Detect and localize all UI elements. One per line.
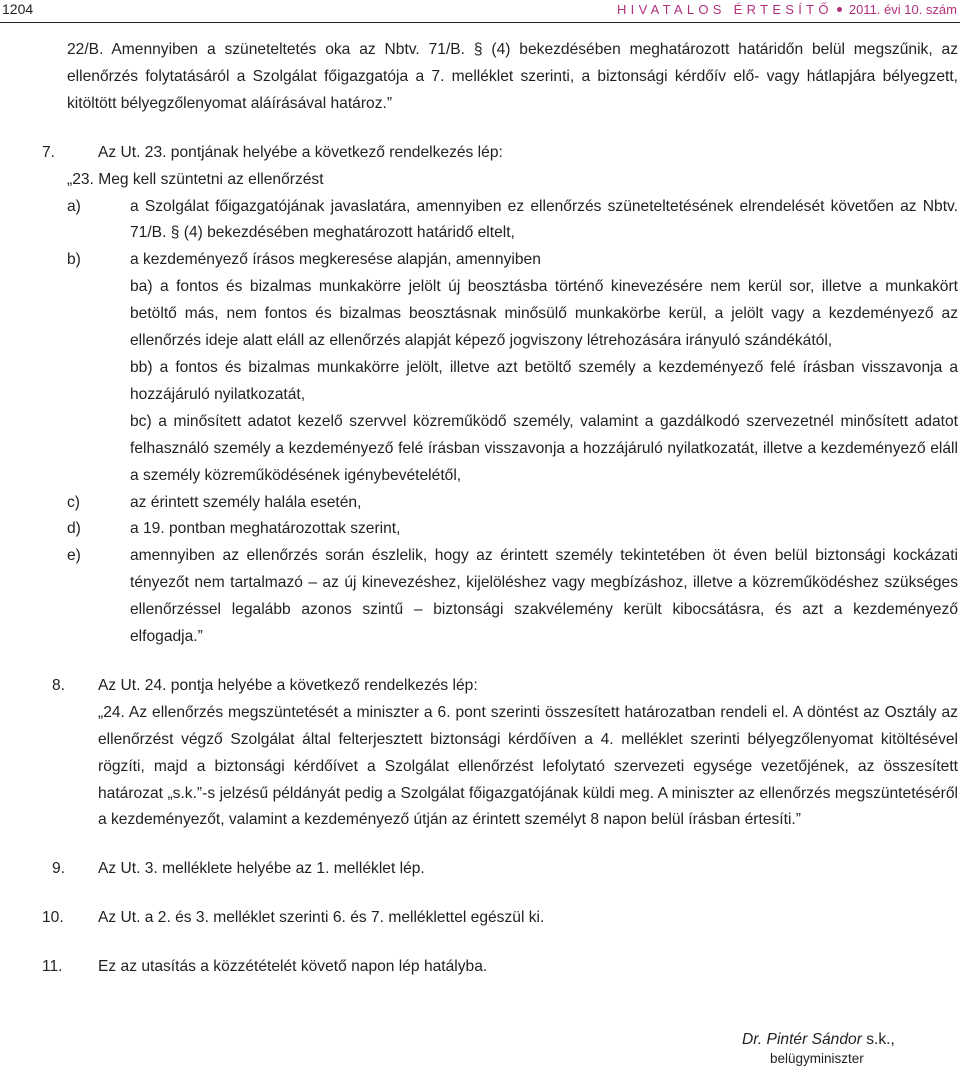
item-label: c) xyxy=(67,493,80,511)
sub-item-bb: bb) a fontos és bizalmas munkakörre jelölt, illetve azt betöltő személy a kezdeményező felé írásban visszavonja a hozzájáruló nyilatkozatát, xyxy=(130,358,958,403)
section-number: 9. xyxy=(52,860,66,878)
signatory-name: Dr. Pintér Sándor xyxy=(742,1031,862,1048)
signature-block xyxy=(742,1031,957,1066)
sub-item-bc: bc) a minősített adatot kezelő szervvel közreműködő személy, valamint a gazdálkodó szervezetnél minősített adatot felhasználó személy a kezdeményező felé írásban visszavonja a hozzájáruló nyilatkozatát, illetve a kezdeményező eláll a személy közreműködésének igénybevételétől, xyxy=(130,412,958,484)
page-header xyxy=(0,0,960,22)
list-item-d xyxy=(67,516,958,543)
paragraph-24: „24. Az ellenőrzés megszüntetését a miniszter a 6. pont szerinti összesített határozatban rendeli el. A döntést az Osztály az ellenőrzést végző Szolgálat által felterjesztett biztonsági kérdőíven a 4. melléklet szerinti bélyegzőlenyomat kitöltésével rögzíti, majd a biztonsági kérdőívet a Szolgálat ellenőrzést lefolytató szervezeti egysége vezetőjének, az összesített határozat „s.k.”-s jelzésű példányát pedig a Szolgálat főigazgatójának küldi meg. A miniszter az ellenőrzés megszüntetéséről a kezdeményezőt, valamint a kezdeményező útján az érintett személyt 8 napon belül írásban értesíti.” xyxy=(98,703,958,829)
spacer xyxy=(67,883,958,905)
paragraph-22b: 22/B. Amennyiben a szüneteltetés oka az Nbtv. 71/B. § (4) bekezdésében meghatározott határidőn belül megszűnik, az ellenőrzés folytatásáról a Szolgálat főigazgatója a 7. melléklet szerinti, a biztonsági kérdőív elő- vagy hátlapjára bélyegzett, kitöltött bélyegzőlenyomat aláírásával határoz.” xyxy=(67,41,958,112)
spacer xyxy=(67,651,958,673)
signature-line xyxy=(742,1031,957,1049)
item-label: d) xyxy=(67,520,81,538)
section-11 xyxy=(42,954,958,981)
signatory-title: belügyminiszter xyxy=(770,1051,864,1066)
publication-title: HIVATALOS ÉRTESÍTŐ xyxy=(616,2,833,17)
signature-suffix: s.k., xyxy=(861,1031,895,1048)
section-9 xyxy=(42,856,958,883)
section-7-heading xyxy=(42,140,958,167)
header-rule xyxy=(0,22,960,23)
item-label: e) xyxy=(67,547,81,565)
bullet-dot-icon xyxy=(837,7,842,12)
spacer xyxy=(67,932,958,954)
paragraph-23-lead: „23. Meg kell szüntetni az ellenőrzést xyxy=(67,170,324,188)
spacer xyxy=(67,118,958,140)
item-text: a Szolgálat főigazgatójának javaslatára, amennyiben ez ellenőrzés szüneteltetésének elrendelését követően az Nbtv. 71/B. § (4) bekezdésében meghatározott határidő eltelt, xyxy=(130,197,958,242)
list-item-e xyxy=(67,543,958,651)
list-item-a xyxy=(67,194,958,248)
section-number: 11. xyxy=(42,958,63,976)
page-number: 1204 xyxy=(2,1,34,17)
document-body xyxy=(42,37,958,981)
item-text: az érintett személy halála esetén, xyxy=(130,493,362,511)
spacer xyxy=(67,834,958,856)
section-text: Az Ut. 3. melléklete helyébe az 1. melléklet lép. xyxy=(98,860,425,878)
sub-item-ba: ba) a fontos és bizalmas munkakörre jelölt új beosztásba történő kinevezésére nem kerül sor, illetve a munkakört betöltő más, nem fontos és bizalmas beosztásnak minősülő munkakörbe kerül, a jelölt vagy a kezdeményező az ellenőrzés ideje alatt eláll az ellenőrzés alapját képező jogviszony létrehozására irányuló szándékától, xyxy=(130,278,958,350)
item-label: b) xyxy=(67,251,81,269)
section-heading-text: Az Ut. 24. pontja helyébe a következő rendelkezés lép: xyxy=(98,676,478,694)
item-text: amennyiben az ellenőrzés során észlelik, hogy az érintett személy tekintetében öt éven belül biztonsági kockázati tényezőt nem tartalmazó – az új kinevezéshez, kijelöléshez vagy megbízáshoz, illetve a közreműködéshez szükséges ellenőrzéssel legalább azonos szintű – biztonsági szakvélemény került kibocsátásra, és azt a kezdeményező elfogadja.” xyxy=(130,547,958,646)
section-text: Ez az utasítás a közzétételét követő napon lép hatályba. xyxy=(98,958,488,976)
item-text: a kezdeményező írásos megkeresése alapján, amennyiben xyxy=(130,251,541,269)
section-heading-text: Az Ut. 23. pontjának helyébe a következő rendelkezés lép: xyxy=(98,143,503,161)
issue-label: 2011. évi 10. szám xyxy=(848,2,957,17)
section-number: 10. xyxy=(42,909,64,927)
list-item-c xyxy=(67,490,958,517)
item-label: a) xyxy=(67,197,81,215)
section-8-heading xyxy=(42,673,958,700)
section-10 xyxy=(42,905,958,932)
running-head xyxy=(617,2,957,17)
item-text: a 19. pontban meghatározottak szerint, xyxy=(130,520,401,538)
section-text: Az Ut. a 2. és 3. melléklet szerinti 6. és 7. melléklettel egészül ki. xyxy=(98,909,545,927)
section-number: 7. xyxy=(42,143,56,161)
list-item-b xyxy=(67,247,958,274)
section-number: 8. xyxy=(52,676,66,694)
